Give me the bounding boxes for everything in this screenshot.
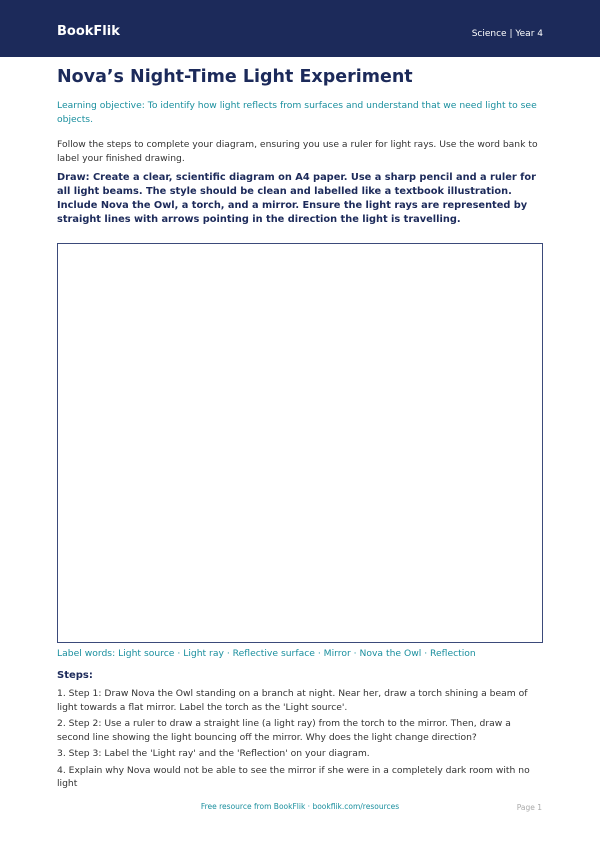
brand-logo[interactable]: BookFlik: [57, 24, 120, 39]
step-item: 3. Step 3: Label the 'Light ray' and the 'Reflection' on your diagram.: [57, 748, 370, 759]
steps-list: [57, 687, 543, 794]
header-bar: [0, 0, 600, 57]
learning-objective: Learning objective: To identify how light reflects from surfaces and understand that we need light to see objects.: [57, 100, 537, 125]
page-number: Page 1: [516, 803, 542, 812]
word-bank: Label words: Light source · Light ray · Reflective surface · Mirror · Nova the Owl · Reflection: [57, 648, 476, 659]
drawing-area[interactable]: [57, 243, 543, 643]
page-title: Nova’s Night-Time Light Experiment: [57, 67, 413, 87]
step-item: 4. Explain why Nova would not be able to see the mirror if she were in a completely dark room with no light: [57, 764, 530, 789]
step-item: 1. Step 1: Draw Nova the Owl standing on a branch at night. Near her, draw a torch shining a beam of light towards a flat mirror. Label the torch as the 'Light source'.: [57, 688, 528, 713]
steps-heading: Steps:: [57, 670, 93, 681]
footer-link[interactable]: Free resource from BookFlik · bookflik.com/resources: [200, 802, 400, 811]
subject-year-label: Science | Year 4: [471, 29, 543, 39]
draw-instruction: Draw: Create a clear, scientific diagram on A4 paper. Use a sharp pencil and a ruler for all light beams. The style should be clean and labelled like a textbook illustration. Include Nova the Owl, a torch, and a mirror. Ensure the light rays are represented by straight lines with arrows pointing in the direction the light is travelling.: [57, 172, 536, 225]
intro-text: Follow the steps to complete your diagram, ensuring you use a ruler for light rays. Use the word bank to label your finished drawing.: [57, 139, 538, 164]
step-item: 2. Step 2: Use a ruler to draw a straight line (a light ray) from the torch to the mirror. Then, draw a second line showing the light bouncing off the mirror. Why does the light change direction?: [57, 718, 511, 743]
